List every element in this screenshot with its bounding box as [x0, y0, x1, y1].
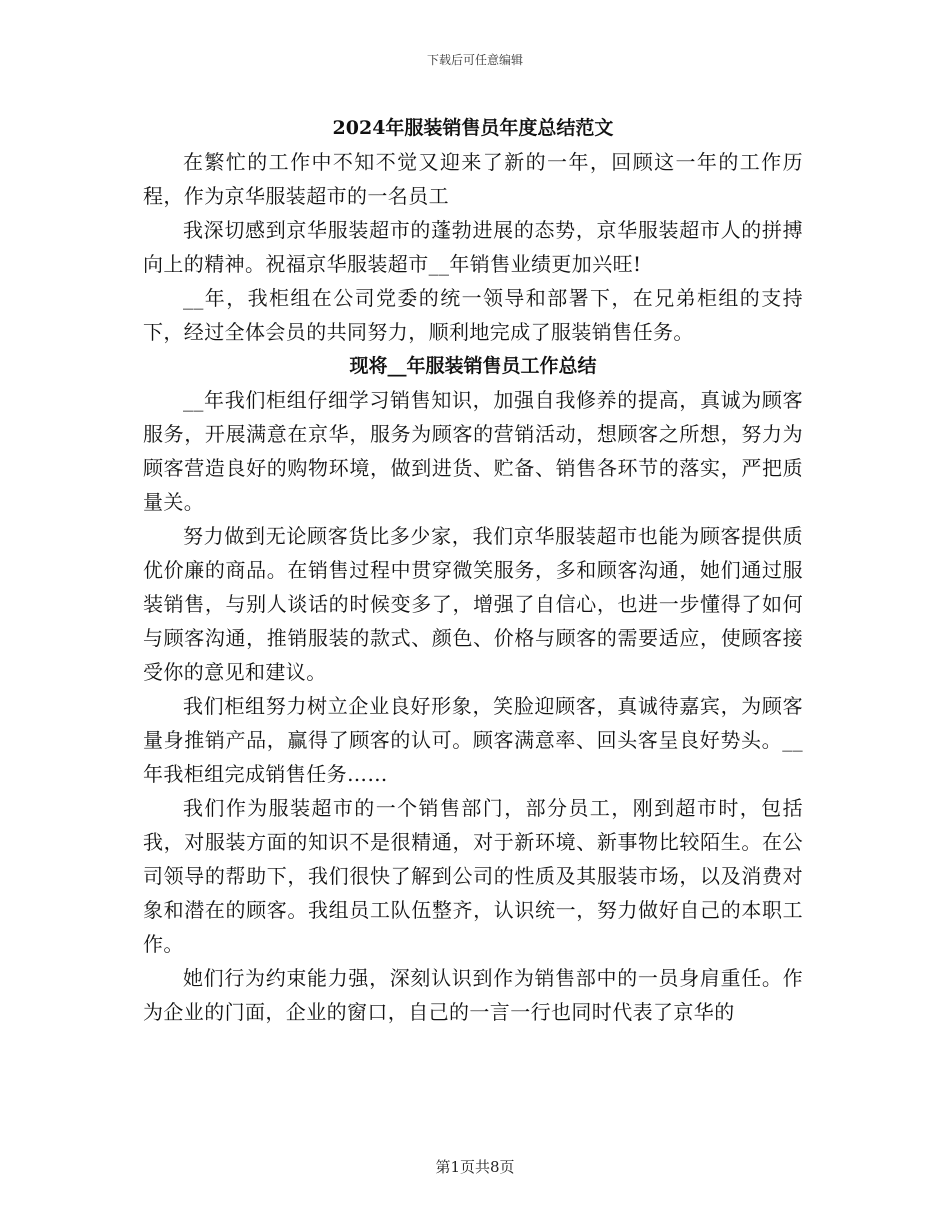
paragraph: 我们柜组努力树立企业良好形象，笑脸迎顾客，真诚待嘉宾，为顾客量身推销产品，赢得了顾客的认可。顾客满意率、回头客呈良好势头。__年我柜组完成销售任务……: [143, 694, 803, 786]
section-subtitle: 现将__年服装销售员工作总结: [349, 355, 597, 377]
paragraph: 我深切感到京华服装超市的蓬勃进展的态势，京华服装超市人的拼搏向上的精神。祝福京华服装超市__年销售业绩更加兴旺!: [143, 218, 803, 276]
document-title: 2024年服装销售员年度总结范文: [332, 117, 614, 139]
paragraph: 我们作为服装超市的一个销售部门，部分员工，刚到超市时，包括我，对服装方面的知识不是很精通，对于新环境、新事物比较陌生。在公司领导的帮助下，我们很快了解到公司的性质及其服装市场，以及消费对象和潜在的顾客。我组员工队伍整齐，认识统一，努力做好自己的本职工作。: [143, 796, 803, 956]
paragraph: __年我们柜组仔细学习销售知识，加强自我修养的提高，真诚为顾客服务，开展满意在京华，服务为顾客的营销活动，想顾客之所想，努力为顾客营造良好的购物环境，做到进货、贮备、销售各环节的落实，严把质量关。: [143, 388, 803, 514]
paragraph: 她们行为约束能力强，深刻认识到作为销售部中的一员身肩重任。作为企业的门面，企业的窗口，自己的一言一行也同时代表了京华的: [143, 966, 803, 1024]
document-body: [143, 111, 803, 1029]
paragraph: 在繁忙的工作中不知不觉又迎来了新的一年，回顾这一年的工作历程，作为京华服装超市的一名员工: [143, 150, 803, 208]
paragraph: __年，我柜组在公司党委的统一领导和部署下，在兄弟柜组的支持下，经过全体会员的共同努力，顺利地完成了服装销售任务。: [143, 286, 803, 344]
page-footer-page-number: 第1页共8页: [435, 1158, 515, 1176]
paragraph: 努力做到无论顾客货比多少家，我们京华服装超市也能为顾客提供质优价廉的商品。在销售过程中贯穿微笑服务，多和顾客沟通，她们通过服装销售，与别人谈话的时候变多了，增强了自信心，也进一步懂得了如何与顾客沟通，推销服装的款式、颜色、价格与顾客的需要适应，使顾客接受你的意见和建议。: [143, 524, 803, 684]
page-header-note: 下载后可任意编辑: [426, 53, 523, 67]
